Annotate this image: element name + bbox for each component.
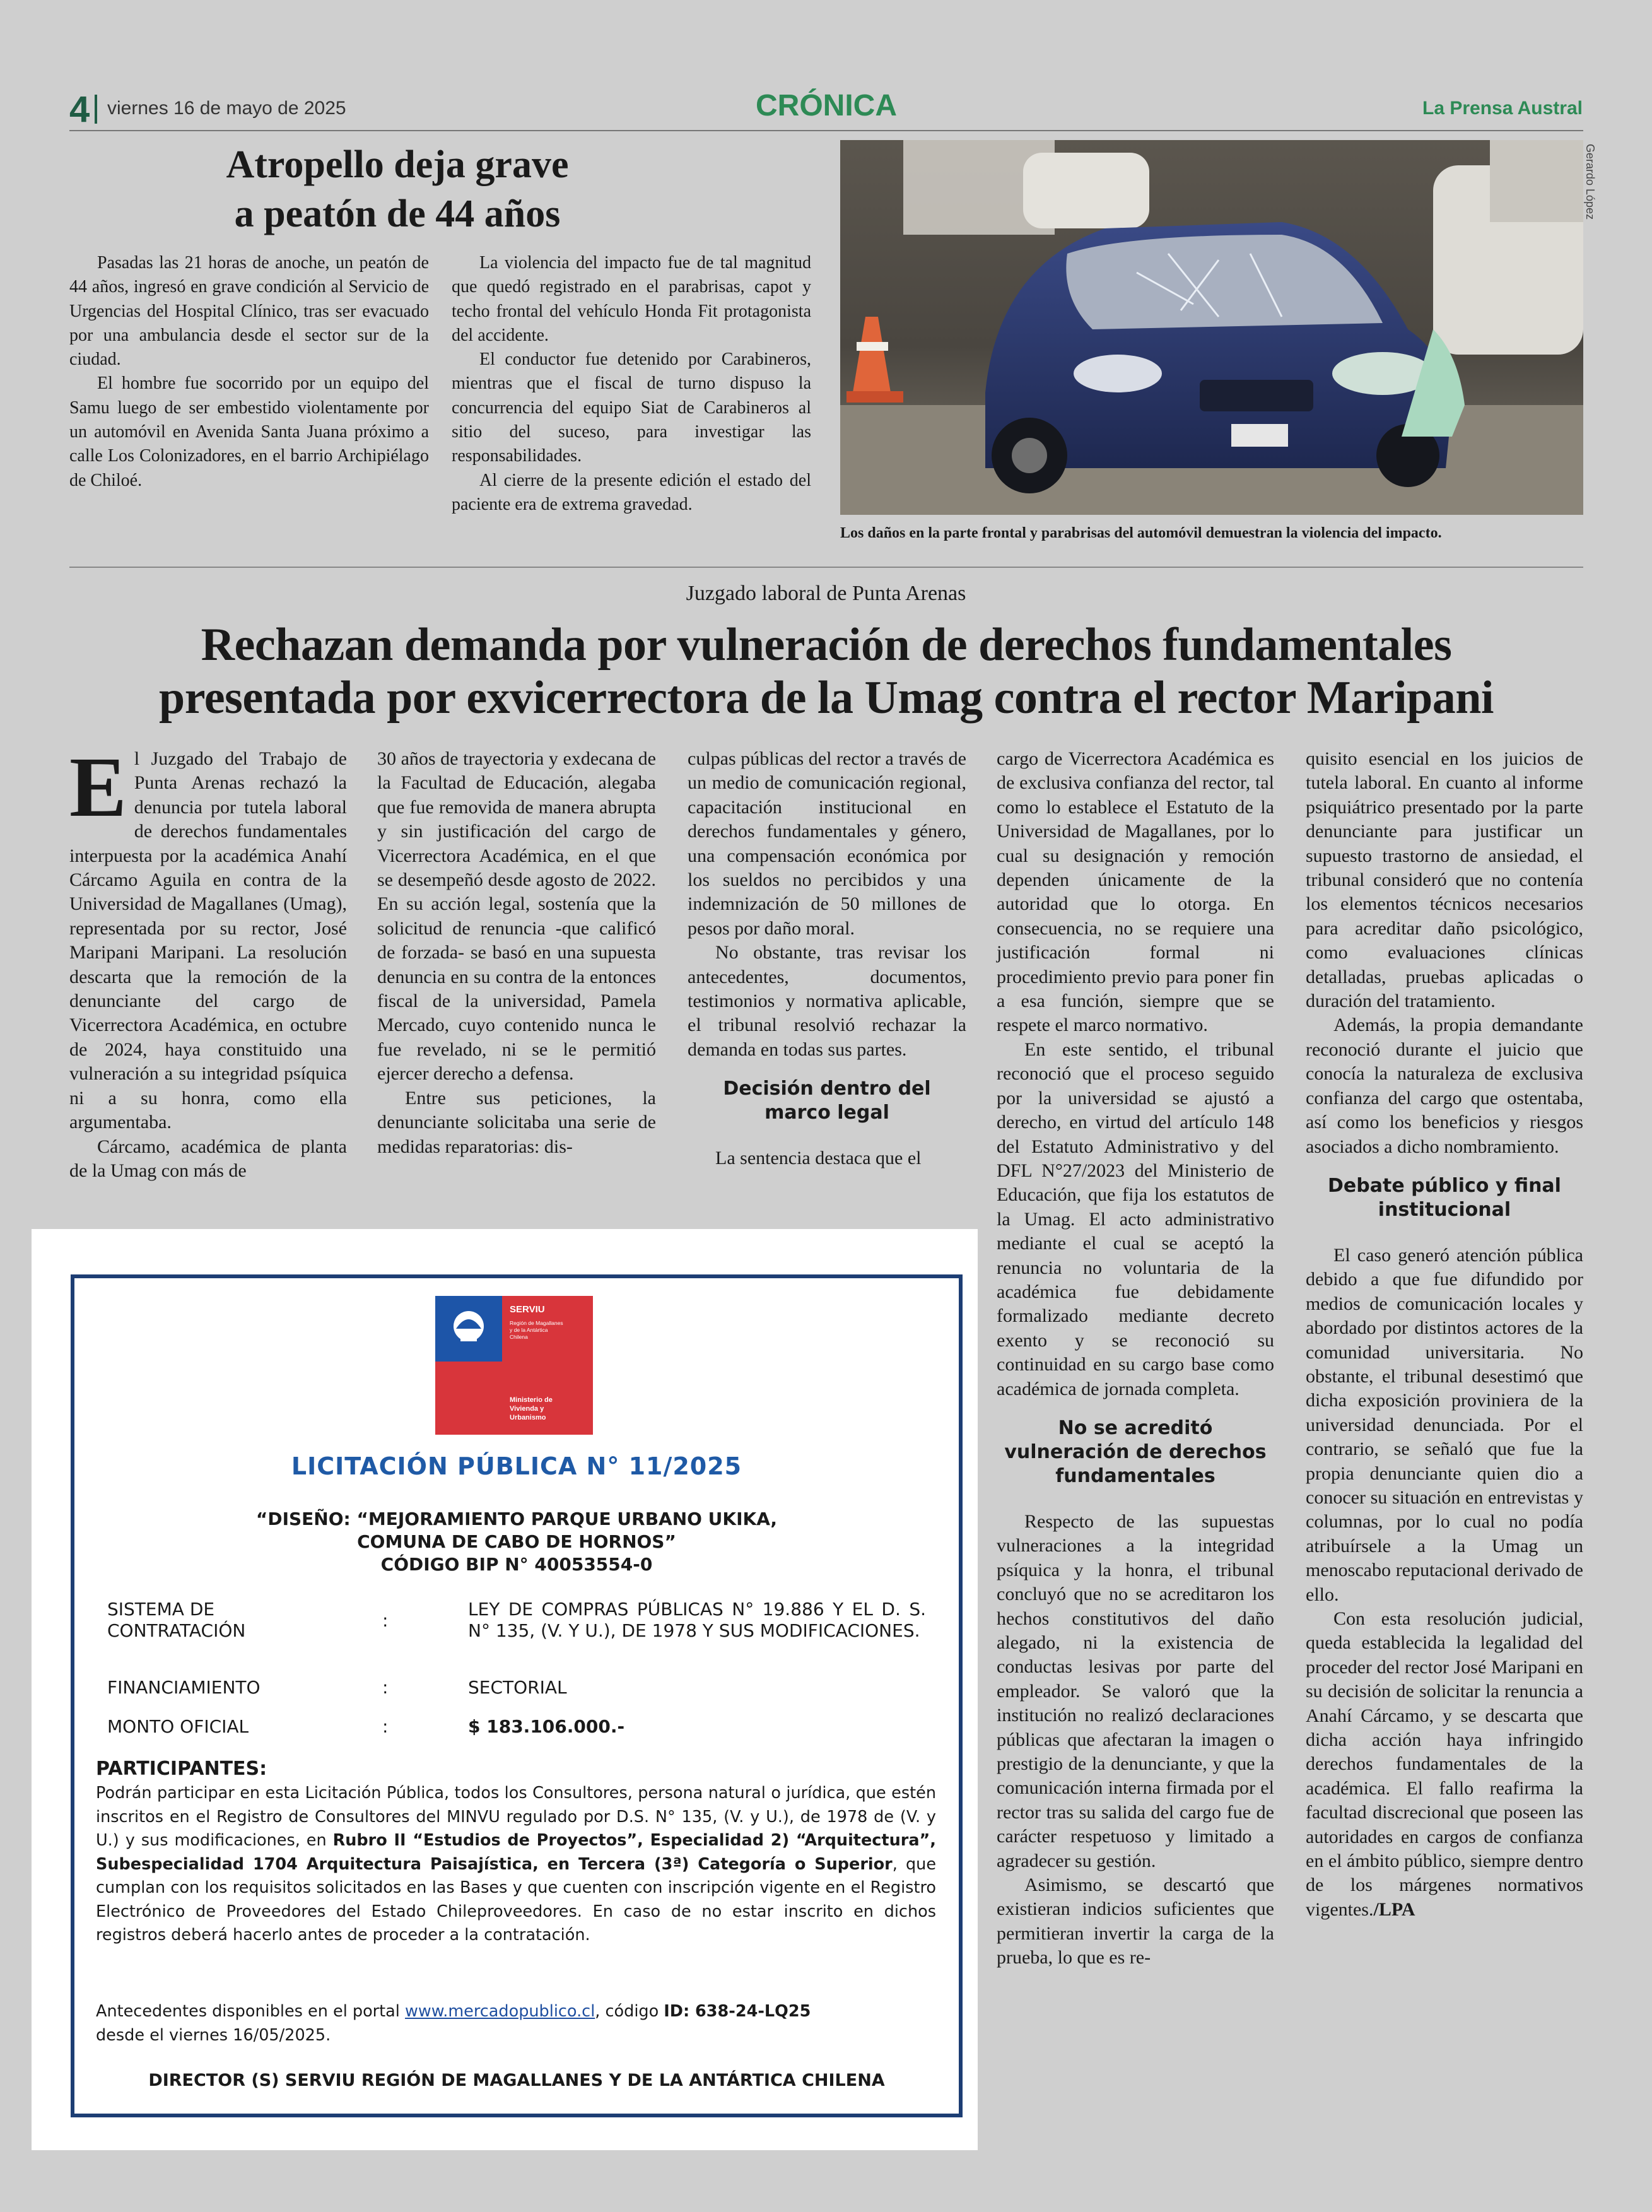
paragraph [1306, 1607, 1583, 1922]
page-number: 4 [69, 89, 90, 130]
participants-text-c: , que cumplan con los requisitos solicitados en las Bases y que cuenten con inscripción vigente en el Registro Electrónico de Proveedores del Estado Chileproveedores. En caso de no estar inscrito en dichos registros deberá hacerlo antes de proceder a la contratación. [96, 1854, 937, 1944]
story1-headline-line1: Atropello deja grave [226, 143, 569, 186]
logo-title: SERVIU [510, 1304, 545, 1315]
accident-photo [840, 140, 1583, 515]
paragraph: El hombre fue socorrido por un equipo del Samu luego de ser embestido violentamente por un automóvil en Avenida Santa Juana próximo a calle Los Colonizadores, en el barrio Archipiélago de Chiloé. [69, 374, 429, 490]
story2-column-5 [1306, 747, 1583, 1922]
participants-category: Rubro II “Estudios de Proyectos”, Especialidad 2) “Arquitectura”, Subespecialidad 1704 Arquitectura Paisajística, en Tercera (3ª) Categoría o Superior [96, 1831, 936, 1874]
story1-column-1 [69, 251, 429, 493]
paragraph: Al cierre de la presente edición el estado del paciente era de extrema gravedad. [452, 470, 811, 514]
story1-headline-line2: a peatón de 44 años [234, 192, 561, 235]
row-label-contracting: SISTEMA DE CONTRATACIÓN [107, 1599, 246, 1641]
serviu-logo-graphic [435, 1296, 593, 1435]
story1-headline [69, 140, 725, 238]
documents-text-b: , código [595, 2002, 664, 2021]
story2-column-3 [688, 747, 966, 1171]
paragraph: culpas públicas del rector a través de un medio de comunicación regional, capacitación institucional en derechos fundamentales y género, una compensación económica por los sueldos no percibidos y una indemnización de 50 millones de pesos por daño moral. [688, 748, 966, 939]
tender-id: ID: 638-24-LQ25 [664, 2002, 811, 2021]
row-label-amount: MONTO OFICIAL [107, 1716, 249, 1737]
photo-caption: Los daños en la parte frontal y parabrisas del automóvil demuestran la violencia del impacto. [840, 525, 1442, 541]
story2-headline-line2: presentada por exvicerrectora de la Umag contra el rector Maripani [159, 672, 1494, 724]
story2-column-4 [997, 747, 1274, 1970]
serviu-logo [435, 1296, 593, 1435]
story2-column-1 [69, 740, 347, 1183]
row-value-amount: $ 183.106.000.- [468, 1716, 625, 1737]
project-line-2: COMUNA DE CABO DE HORNOS” [357, 1531, 676, 1552]
paragraph [69, 740, 347, 1135]
paragraph: Entre sus peticiones, la denunciante solicitaba una serie de medidas reparatorias: dis- [377, 1087, 656, 1157]
row-value-contracting: LEY DE COMPRAS PÚBLICAS N° 19.886 Y EL D. S. N° 135, (V. Y U.), DE 1978 Y SUS MODIFICACIONES. [468, 1599, 926, 1641]
paragraph: El conductor fue detenido por Carabineros, mientras que el fiscal de turno dispuso la concurrencia del equipo Siat de Carabineros al sitio del suceso, para investigar las responsabilidades. [452, 350, 811, 466]
project-code: CÓDIGO BIP N° 40053554-0 [380, 1554, 653, 1575]
story-divider [69, 567, 1583, 568]
subheading-decision: Decisión dentro del marco legal [723, 1078, 931, 1124]
author-signature: /LPA [1373, 1898, 1415, 1920]
participants-text-a: Podrán participar en esta Licitación Pública, todos los Consultores, persona natural o jurídica, que estén inscritos en el Registro de Consultores del MINVU regulado por D.S. N° 135, (V. y U.), de 1978 de (V. y U.) y sus modificaciones, en [96, 1784, 936, 1850]
logo-subtitle-1: Región de Magallanes y de la Antártica Chilena [510, 1320, 563, 1340]
paragraph: El caso generó atención pública debido a que fue difundido por medios de comunicación locales y abordado por distintos actores de la comunidad universitaria. No obstante, el tribunal desestimó que dicha exposición proviniera de la universidad denunciada. Por el contrario, se señaló que fue la propia denunciante quien dio a conocer su situación en entrevistas y columnas, por lo cual no podía atribuírsele a la Umag un menoscabo reputacional derivado de ello. [1306, 1244, 1583, 1605]
paragraph: Asimismo, se descartó que existieran indicios suficientes que permitieran invertir la carga de la prueba, lo que es re- [997, 1874, 1274, 1968]
documents-availability [96, 2000, 936, 2047]
paragraph: En este sentido, el tribunal reconoció que el proceso seguido por la universidad se ajustó a derecho, en virtud del artículo 148 del Estatuto Administrativo y del DFL N°27/2023 del Ministerio de Educación, que fija los estatutos de la Umag. El acto administrativo mediante el cual se aceptó la renuncia no voluntaria de la académica fue debidamente formalizado mediante decreto exento y se reconoció su continuidad en su cargo base como académica de jornada completa. [997, 1038, 1274, 1399]
tender-title: LICITACIÓN PÚBLICA N° 11/2025 [291, 1452, 742, 1480]
story2-column-2 [377, 747, 656, 1159]
closing-text: Con esta resolución judicial, queda establecida la legalidad del proceder del rector José Maripani en su decisión de solicitar la renuncia a Anahí Cárcamo, y se descarta que dicha acción haya infringido derechos fundamentales de la académica. El fallo reafirma la facultad discrecional que poseen las autoridades en cargos de confianza en el ámbito público, siempre dentro de los márgenes normativos vigentes. [1306, 1608, 1583, 1920]
paragraph: Pasadas las 21 horas de anoche, un peatón de 44 años, ingresó en grave condición al Servicio de Urgencias del Hospital Clínico, tras ser evacuado por una ambulancia desde el sector sur de la ciudad. [69, 253, 429, 370]
lead-text: l Juzgado del Trabajo de Punta Arenas rechazó la denuncia por tutela laboral de derechos fundamentales interpuesta por la académica Anahí Cárcamo Aguila en contra de la Universidad de Magallanes (Umag), representada por su rector, José Maripani Maripani. La resolución descarta que la remoción de la denunciante del cargo de Vicerrectora Académica, en octubre de 2024, haya constituido una vulneración a su integridad psíquica ni a su honra, como ella argumentaba. [69, 748, 347, 1133]
tender-signatory: DIRECTOR (S) SERVIU REGIÓN DE MAGALLANES Y DE LA ANTÁRTICA CHILENA [148, 2071, 885, 2090]
project-line-1: “DISEÑO: “MEJORAMIENTO PARQUE URBANO UKIKA, [255, 1509, 778, 1529]
row-separator: : [382, 1610, 389, 1631]
mercadopublico-link[interactable]: www.mercadopublico.cl [404, 2002, 595, 2021]
documents-date: desde el viernes 16/05/2025. [96, 2025, 331, 2045]
damaged-car-illustration [840, 140, 1583, 515]
paragraph: cargo de Vicerrectora Académica es de exclusiva confianza del rector, tal como lo establece el Estatuto de la Universidad de Magallanes, por lo cual su designación y remoción dependen únicamente de la autoridad que lo otorga. En consecuencia, no se requiere una justificación formal ni procedimiento previo para poner fin a esa función, siempre que se respete el marco normativo. [997, 748, 1274, 1036]
paragraph: No obstante, tras revisar los antecedentes, documentos, testimonios y normativa aplicable, el tribunal resolvió rechazar la demanda en todas sus partes. [688, 942, 966, 1060]
paragraph: quisito esencial en los juicios de tutela laboral. En cuanto al informe psiquiátrico presentado por la parte denunciante para justificar un supuesto trastorno de ansiedad, el tribunal consideró que no contenía los elementos técnicos necesarios para acreditar daño psicológico, como evaluaciones clínicas detalladas, pruebas aplicadas o duración del tratamiento. [1306, 748, 1583, 1012]
paragraph: Respecto de las supuestas vulneraciones a la integridad psíquica y la honra, el tribunal concluyó que no se acreditaron los hechos constitutivos del daño alegado, ni la existencia de conductas lesivas por parte del empleador. Se valoró que la institución no realizó declaraciones públicas que afectaran la imagen o prestigio de la denunciante, y que la comunicación interna firmada por el rector tras su salida del cargo fue de carácter respetuoso y limitado a agradecer su gestión. [997, 1510, 1274, 1871]
issue-date: viernes 16 de mayo de 2025 [107, 98, 346, 119]
documents-text-a: Antecedentes disponibles en el portal [96, 2002, 405, 2021]
logo-subtitle-2: Ministerio de Vivienda y Urbanismo [510, 1396, 553, 1421]
paragraph: Cárcamo, académica de planta de la Umag con más de [69, 1136, 347, 1181]
paragraph: 30 años de trayectoria y exdecana de la Facultad de Educación, alegaba que fue removida de manera abrupta y sin justificación del cargo de Vicerrectora Académica, en el que se desempeñó desde agosto de 2022. En su acción legal, sostenía que la solicitud de renuncia -que calificó de forzada- se basó en una supuesta denuncia en su contra de la entonces fiscal de la universidad, Pamela Mercado, cuyo contenido nunca le fue revelado, ni se le permitió ejercer derecho a defensa. [377, 748, 656, 1085]
photo-credit: Gerardo López [1584, 144, 1596, 220]
story1-column-2 [452, 251, 811, 517]
paragraph: Además, la propia demandante reconoció durante el juicio que conocía la naturaleza de exclusiva confianza del cargo que ostentaba, así como los beneficios y riesgos asociados a dicho nombramiento. [1306, 1015, 1583, 1157]
story2-kicker: Juzgado laboral de Punta Arenas [686, 582, 966, 605]
publication-name: La Prensa Austral [1422, 98, 1583, 119]
subheading-debate: Debate público y final institucional [1328, 1174, 1561, 1221]
row-separator: : [382, 1716, 389, 1737]
tender-project [71, 1508, 963, 1576]
participants-heading: PARTICIPANTES: [96, 1758, 267, 1780]
subheading-no-vulneration: No se acreditó vulneración de derechos fundamentales [1004, 1416, 1267, 1487]
row-label-financing: FINANCIAMIENTO [107, 1677, 261, 1698]
story2-headline [69, 618, 1583, 724]
paragraph: La sentencia destaca que el [715, 1148, 922, 1169]
story2-headline-line1: Rechazan demanda por vulneración de derechos fundamentales [201, 619, 1452, 671]
drop-cap: E [69, 740, 127, 835]
paragraph: La violencia del impacto fue de tal magnitud que quedó registrado en el parabrisas, capot y techo frontal del vehículo Honda Fit protagonista del accidente. [452, 253, 811, 345]
participants-text [96, 1782, 936, 1948]
header-separator [95, 95, 97, 124]
row-separator: : [382, 1677, 389, 1698]
section-title: CRÓNICA [756, 89, 897, 122]
row-value-financing: SECTORIAL [468, 1677, 567, 1698]
header-rule [69, 130, 1583, 131]
